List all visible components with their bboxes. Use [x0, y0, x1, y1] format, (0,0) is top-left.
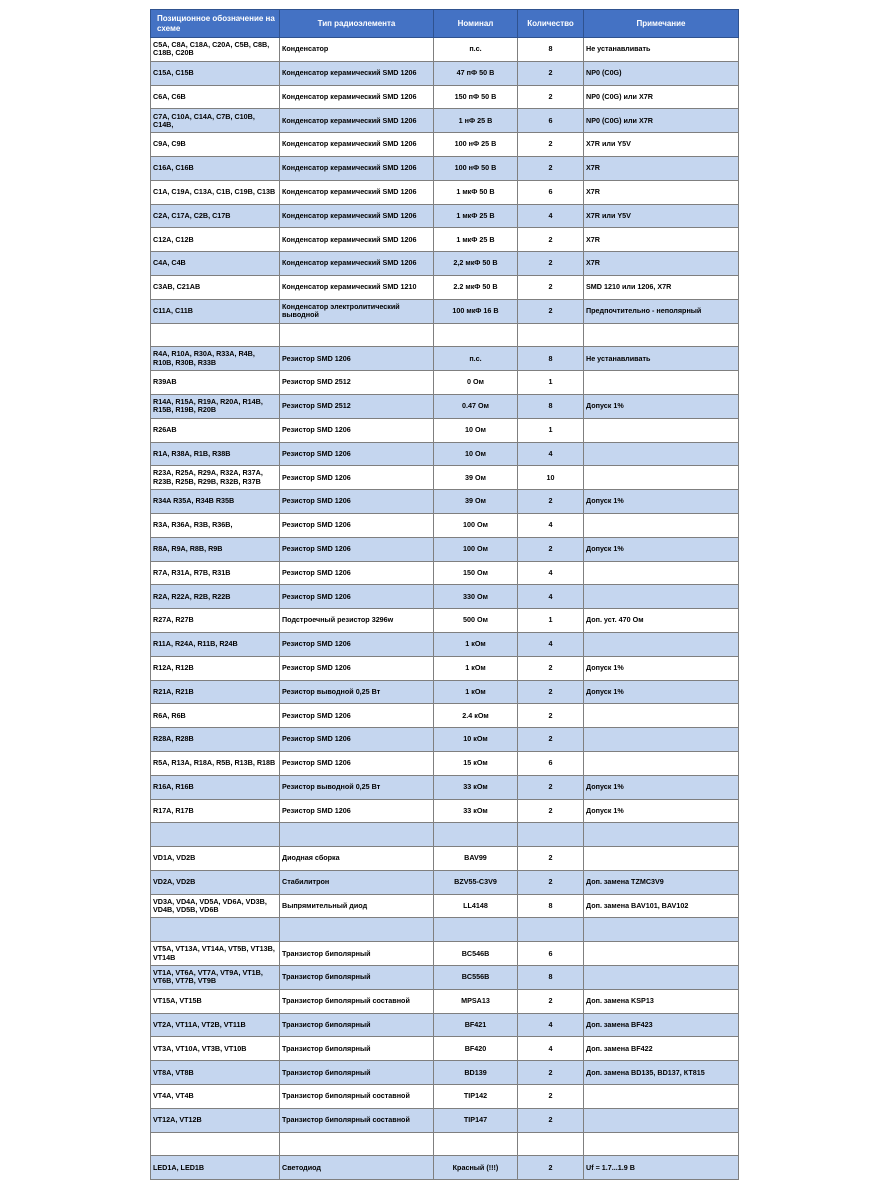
table-row: [151, 490, 739, 514]
cell-note: [584, 751, 739, 775]
cell-value: 1 мкФ 25 В: [434, 228, 518, 252]
cell-note: X7R или Y5V: [584, 204, 739, 228]
cell-quantity: 2: [518, 989, 584, 1013]
cell-quantity: 2: [518, 228, 584, 252]
cell-quantity: 2: [518, 299, 584, 323]
table-row: [151, 180, 739, 204]
cell-note: Доп. уст. 470 Ом: [584, 609, 739, 633]
cell-note: [584, 966, 739, 990]
cell-type: Резистор SMD 1206: [280, 704, 434, 728]
cell-note: [584, 418, 739, 442]
cell-position: C7A, C10A, C14A, C7B, C10B, C14B,: [151, 109, 280, 133]
table-row: [151, 252, 739, 276]
table-row: [151, 847, 739, 871]
cell-note: [584, 371, 739, 395]
cell-quantity: 2: [518, 133, 584, 157]
cell-quantity: 1: [518, 609, 584, 633]
cell-quantity: 2: [518, 775, 584, 799]
cell-value: 1 мкФ 50 В: [434, 180, 518, 204]
cell-position: C5A, C8A, C18A, C20A, C5B, C8B, C18B, C20B: [151, 38, 280, 62]
cell-position: R17A, R17B: [151, 799, 280, 823]
bom-table: [150, 9, 739, 1180]
table-row: [151, 466, 739, 490]
cell-note: [584, 728, 739, 752]
cell-quantity: 2: [518, 1085, 584, 1109]
cell-quantity: 10: [518, 466, 584, 490]
cell-value: 100 мкФ 16 В: [434, 299, 518, 323]
cell-value: BC546B: [434, 942, 518, 966]
cell-position: C9A, C9B: [151, 133, 280, 157]
cell-value: 2.4 кОм: [434, 704, 518, 728]
header-value: Номинал: [434, 10, 518, 38]
cell-type: Резистор SMD 1206: [280, 347, 434, 371]
table-row: [151, 394, 739, 418]
cell-quantity: 4: [518, 204, 584, 228]
cell-position: C16A, C16B: [151, 156, 280, 180]
cell-note: Допуск 1%: [584, 394, 739, 418]
table-row: [151, 133, 739, 157]
cell-quantity: 6: [518, 751, 584, 775]
cell-note: Uf = 1.7...1.9 В: [584, 1156, 739, 1180]
cell-value: 15 кОм: [434, 751, 518, 775]
header-row: [151, 10, 739, 38]
cell-type: Выпрямительный диод: [280, 894, 434, 918]
cell-quantity: 8: [518, 894, 584, 918]
cell-position: R34A R35A, R34B R35B: [151, 490, 280, 514]
cell-note: Допуск 1%: [584, 799, 739, 823]
table-row: [151, 1085, 739, 1109]
cell-type: [280, 323, 434, 347]
cell-value: п.с.: [434, 38, 518, 62]
cell-position: C1A, C19A, C13A, C1B, C19B, C13B: [151, 180, 280, 204]
cell-note: Доп. замена TZMC3V9: [584, 870, 739, 894]
cell-quantity: 2: [518, 156, 584, 180]
cell-position: R3A, R36A, R3B, R36B,: [151, 513, 280, 537]
cell-type: Резистор SMD 1206: [280, 561, 434, 585]
table-row: [151, 966, 739, 990]
table-row: [151, 989, 739, 1013]
cell-note: [584, 323, 739, 347]
cell-note: X7R: [584, 180, 739, 204]
cell-quantity: 2: [518, 61, 584, 85]
table-row: [151, 275, 739, 299]
table-row: [151, 632, 739, 656]
cell-value: 100 нФ 50 В: [434, 156, 518, 180]
cell-type: Резистор SMD 1206: [280, 656, 434, 680]
cell-type: Резистор выводной 0,25 Вт: [280, 775, 434, 799]
cell-value: TIP142: [434, 1085, 518, 1109]
cell-note: [584, 442, 739, 466]
cell-position: VD1A, VD2B: [151, 847, 280, 871]
cell-value: BC556B: [434, 966, 518, 990]
cell-quantity: 6: [518, 180, 584, 204]
cell-quantity: 2: [518, 275, 584, 299]
cell-note: [584, 918, 739, 942]
cell-quantity: 2: [518, 799, 584, 823]
cell-type: Транзистор биполярный: [280, 1061, 434, 1085]
cell-position: R5A, R13A, R18A, R5B, R13B, R18B: [151, 751, 280, 775]
cell-position: C6A, C6B: [151, 85, 280, 109]
cell-type: Транзистор биполярный: [280, 942, 434, 966]
cell-type: Резистор SMD 1206: [280, 537, 434, 561]
table-row: [151, 1156, 739, 1180]
cell-value: BZV55-C3V9: [434, 870, 518, 894]
table-row: [151, 728, 739, 752]
cell-quantity: 8: [518, 394, 584, 418]
cell-quantity: 4: [518, 585, 584, 609]
cell-value: 150 пФ 50 В: [434, 85, 518, 109]
cell-value: 47 пФ 50 В: [434, 61, 518, 85]
cell-position: R39AB: [151, 371, 280, 395]
cell-type: Резистор SMD 1206: [280, 418, 434, 442]
cell-type: Транзистор биполярный составной: [280, 1108, 434, 1132]
cell-quantity: 4: [518, 442, 584, 466]
table-row: [151, 1132, 739, 1156]
cell-quantity: 4: [518, 632, 584, 656]
cell-position: C15A, C15B: [151, 61, 280, 85]
cell-position: R1A, R38A, R1B, R38B: [151, 442, 280, 466]
cell-note: Допуск 1%: [584, 537, 739, 561]
cell-type: Резистор SMD 1206: [280, 490, 434, 514]
cell-note: [584, 466, 739, 490]
cell-quantity: 2: [518, 728, 584, 752]
cell-type: Резистор SMD 1206: [280, 728, 434, 752]
cell-position: [151, 918, 280, 942]
cell-quantity: [518, 1132, 584, 1156]
cell-type: Конденсатор керамический SMD 1206: [280, 252, 434, 276]
table-row: [151, 823, 739, 847]
cell-note: Доп. замена KSP13: [584, 989, 739, 1013]
cell-quantity: 2: [518, 490, 584, 514]
cell-type: Резистор SMD 2512: [280, 394, 434, 418]
cell-quantity: [518, 323, 584, 347]
cell-quantity: 2: [518, 252, 584, 276]
cell-value: 10 Ом: [434, 442, 518, 466]
cell-position: R26AB: [151, 418, 280, 442]
cell-note: Допуск 1%: [584, 490, 739, 514]
cell-value: 39 Ом: [434, 490, 518, 514]
cell-position: VT2A, VT11A, VT2B, VT11B: [151, 1013, 280, 1037]
cell-type: Транзистор биполярный: [280, 1013, 434, 1037]
cell-position: R2A, R22A, R2B, R22B: [151, 585, 280, 609]
cell-quantity: [518, 823, 584, 847]
table-row: [151, 585, 739, 609]
cell-type: Конденсатор керамический SMD 1206: [280, 228, 434, 252]
cell-value: [434, 823, 518, 847]
cell-type: Резистор выводной 0,25 Вт: [280, 680, 434, 704]
table-row: [151, 775, 739, 799]
cell-type: Транзистор биполярный составной: [280, 989, 434, 1013]
cell-note: Допуск 1%: [584, 680, 739, 704]
cell-note: [584, 561, 739, 585]
cell-quantity: 1: [518, 371, 584, 395]
cell-value: 2,2 мкФ 50 В: [434, 252, 518, 276]
table-row: [151, 38, 739, 62]
cell-quantity: 2: [518, 704, 584, 728]
cell-note: [584, 1132, 739, 1156]
table-row: [151, 799, 739, 823]
cell-note: Доп. замена BF423: [584, 1013, 739, 1037]
cell-note: NP0 (C0G): [584, 61, 739, 85]
table-row: [151, 1061, 739, 1085]
cell-position: R21A, R21B: [151, 680, 280, 704]
cell-note: Предпочтительно - неполярный: [584, 299, 739, 323]
table-row: [151, 1013, 739, 1037]
cell-type: Резистор SMD 1206: [280, 466, 434, 490]
cell-note: NP0 (C0G) или X7R: [584, 109, 739, 133]
cell-position: C4A, C4B: [151, 252, 280, 276]
cell-type: Конденсатор керамический SMD 1206: [280, 61, 434, 85]
cell-quantity: 2: [518, 537, 584, 561]
cell-position: R23A, R25A, R29A, R32A, R37A, R23B, R25B, R29B, R32B, R37B: [151, 466, 280, 490]
cell-value: п.с.: [434, 347, 518, 371]
cell-type: Стабилитрон: [280, 870, 434, 894]
table-row: [151, 204, 739, 228]
cell-position: VT4A, VT4B: [151, 1085, 280, 1109]
cell-value: BAV99: [434, 847, 518, 871]
cell-quantity: 8: [518, 38, 584, 62]
cell-position: R28A, R28B: [151, 728, 280, 752]
cell-value: 100 Ом: [434, 537, 518, 561]
cell-type: Резистор SMD 1206: [280, 513, 434, 537]
cell-note: [584, 942, 739, 966]
table-row: [151, 347, 739, 371]
cell-type: Транзистор биполярный: [280, 1037, 434, 1061]
cell-position: [151, 1132, 280, 1156]
cell-value: 330 Ом: [434, 585, 518, 609]
cell-value: 2.2 мкФ 50 В: [434, 275, 518, 299]
cell-value: 33 кОм: [434, 799, 518, 823]
cell-type: [280, 823, 434, 847]
cell-quantity: [518, 918, 584, 942]
cell-type: Конденсатор керамический SMD 1206: [280, 85, 434, 109]
table-row: [151, 1108, 739, 1132]
cell-position: R11A, R24A, R11B, R24B: [151, 632, 280, 656]
cell-type: Резистор SMD 1206: [280, 632, 434, 656]
cell-value: 100 нФ 25 В: [434, 133, 518, 157]
header-position: Позиционное обозначение на схеме: [151, 10, 280, 38]
table-row: [151, 228, 739, 252]
table-row: [151, 323, 739, 347]
table-row: [151, 656, 739, 680]
cell-position: R7A, R31A, R7B, R31B: [151, 561, 280, 585]
cell-type: [280, 918, 434, 942]
cell-note: [584, 1108, 739, 1132]
cell-type: Светодиод: [280, 1156, 434, 1180]
cell-note: X7R: [584, 252, 739, 276]
table-row: [151, 371, 739, 395]
cell-quantity: 6: [518, 109, 584, 133]
header-type: Тип радиоэлемента: [280, 10, 434, 38]
cell-position: C12A, C12B: [151, 228, 280, 252]
cell-note: Доп. замена BF422: [584, 1037, 739, 1061]
cell-note: [584, 823, 739, 847]
cell-note: NP0 (C0G) или X7R: [584, 85, 739, 109]
cell-quantity: 8: [518, 347, 584, 371]
cell-type: Резистор SMD 1206: [280, 799, 434, 823]
table-row: [151, 513, 739, 537]
cell-note: X7R: [584, 228, 739, 252]
table-row: [151, 85, 739, 109]
cell-position: VT3A, VT10A, VT3B, VT10B: [151, 1037, 280, 1061]
cell-value: LL4148: [434, 894, 518, 918]
cell-quantity: 4: [518, 561, 584, 585]
cell-value: 1 нФ 25 В: [434, 109, 518, 133]
cell-position: R12A, R12B: [151, 656, 280, 680]
cell-position: [151, 823, 280, 847]
header-note: Примечание: [584, 10, 739, 38]
cell-note: [584, 1085, 739, 1109]
cell-type: Резистор SMD 2512: [280, 371, 434, 395]
cell-value: BF420: [434, 1037, 518, 1061]
cell-note: [584, 585, 739, 609]
cell-type: [280, 1132, 434, 1156]
table-row: [151, 156, 739, 180]
cell-note: [584, 632, 739, 656]
table-row: [151, 299, 739, 323]
cell-value: 1 мкФ 25 В: [434, 204, 518, 228]
cell-type: Конденсатор электролитический выводной: [280, 299, 434, 323]
table-row: [151, 61, 739, 85]
table-row: [151, 442, 739, 466]
cell-type: Резистор SMD 1206: [280, 442, 434, 466]
cell-value: 1 кОм: [434, 680, 518, 704]
cell-quantity: 6: [518, 942, 584, 966]
cell-quantity: 8: [518, 966, 584, 990]
cell-position: R27A, R27B: [151, 609, 280, 633]
cell-position: R14A, R15A, R19A, R20A, R14B, R15B, R19B, R20B: [151, 394, 280, 418]
cell-note: X7R: [584, 156, 739, 180]
table-row: [151, 109, 739, 133]
cell-note: [584, 704, 739, 728]
cell-quantity: 2: [518, 1061, 584, 1085]
cell-note: X7R или Y5V: [584, 133, 739, 157]
cell-quantity: 2: [518, 85, 584, 109]
cell-value: 39 Ом: [434, 466, 518, 490]
cell-position: VT12A, VT12B: [151, 1108, 280, 1132]
cell-value: 0.47 Ом: [434, 394, 518, 418]
cell-value: 100 Ом: [434, 513, 518, 537]
cell-quantity: 2: [518, 870, 584, 894]
cell-value: BF421: [434, 1013, 518, 1037]
cell-note: Допуск 1%: [584, 656, 739, 680]
cell-quantity: 2: [518, 1156, 584, 1180]
table-body: [151, 38, 739, 1180]
cell-position: C2A, C17A, C2B, C17B: [151, 204, 280, 228]
table-row: [151, 704, 739, 728]
cell-position: R8A, R9A, R8B, R9B: [151, 537, 280, 561]
cell-value: 500 Ом: [434, 609, 518, 633]
cell-note: SMD 1210 или 1206, X7R: [584, 275, 739, 299]
cell-position: C11A, C11B: [151, 299, 280, 323]
cell-value: Красный (!!!): [434, 1156, 518, 1180]
cell-quantity: 2: [518, 680, 584, 704]
cell-type: Конденсатор керамический SMD 1210: [280, 275, 434, 299]
cell-position: VT8A, VT8B: [151, 1061, 280, 1085]
cell-value: TIP147: [434, 1108, 518, 1132]
cell-note: [584, 513, 739, 537]
table-row: [151, 418, 739, 442]
cell-quantity: 4: [518, 1037, 584, 1061]
cell-quantity: 1: [518, 418, 584, 442]
table-row: [151, 561, 739, 585]
cell-type: Конденсатор керамический SMD 1206: [280, 133, 434, 157]
cell-value: [434, 323, 518, 347]
table-row: [151, 894, 739, 918]
cell-type: Конденсатор керамический SMD 1206: [280, 204, 434, 228]
table-row: [151, 918, 739, 942]
cell-quantity: 2: [518, 847, 584, 871]
cell-value: 0 Ом: [434, 371, 518, 395]
cell-type: Конденсатор: [280, 38, 434, 62]
cell-type: Транзистор биполярный составной: [280, 1085, 434, 1109]
header-quantity: Количество: [518, 10, 584, 38]
cell-type: Конденсатор керамический SMD 1206: [280, 109, 434, 133]
cell-quantity: 2: [518, 1108, 584, 1132]
cell-position: C3AB, C21AB: [151, 275, 280, 299]
cell-type: Подстроечный резистор 3296w: [280, 609, 434, 633]
table-row: [151, 870, 739, 894]
cell-type: Конденсатор керамический SMD 1206: [280, 180, 434, 204]
cell-value: 33 кОм: [434, 775, 518, 799]
cell-quantity: 2: [518, 656, 584, 680]
cell-position: [151, 323, 280, 347]
cell-value: 150 Ом: [434, 561, 518, 585]
cell-type: Резистор SMD 1206: [280, 585, 434, 609]
cell-type: Диодная сборка: [280, 847, 434, 871]
cell-quantity: 4: [518, 1013, 584, 1037]
cell-position: VD2A, VD2B: [151, 870, 280, 894]
table-row: [151, 942, 739, 966]
cell-position: R6A, R6B: [151, 704, 280, 728]
table-row: [151, 680, 739, 704]
cell-value: 10 кОм: [434, 728, 518, 752]
cell-value: MPSA13: [434, 989, 518, 1013]
cell-position: LED1A, LED1B: [151, 1156, 280, 1180]
table-row: [151, 537, 739, 561]
cell-value: BD139: [434, 1061, 518, 1085]
cell-note: Доп. замена BAV101, BAV102: [584, 894, 739, 918]
cell-type: Резистор SMD 1206: [280, 751, 434, 775]
cell-note: Не устанавливать: [584, 38, 739, 62]
cell-position: VT5A, VT13A, VT14A, VT5B, VT13B, VT14B: [151, 942, 280, 966]
cell-type: Транзистор биполярный: [280, 966, 434, 990]
cell-note: Доп. замена BD135, BD137, КТ815: [584, 1061, 739, 1085]
cell-quantity: 4: [518, 513, 584, 537]
cell-note: Допуск 1%: [584, 775, 739, 799]
cell-value: [434, 918, 518, 942]
cell-value: 10 Ом: [434, 418, 518, 442]
cell-type: Конденсатор керамический SMD 1206: [280, 156, 434, 180]
table-row: [151, 1037, 739, 1061]
cell-note: Не устанавливать: [584, 347, 739, 371]
cell-value: [434, 1132, 518, 1156]
cell-note: [584, 847, 739, 871]
cell-position: R4A, R10A, R30A, R33A, R4B, R10B, R30B, R33B: [151, 347, 280, 371]
cell-value: 1 кОм: [434, 656, 518, 680]
cell-value: 1 кОм: [434, 632, 518, 656]
cell-position: R16A, R16B: [151, 775, 280, 799]
table-row: [151, 609, 739, 633]
cell-position: VT15A, VT15B: [151, 989, 280, 1013]
table-row: [151, 751, 739, 775]
cell-position: VT1A, VT6A, VT7A, VT9A, VT1B, VT6B, VT7B, VT9B: [151, 966, 280, 990]
cell-position: VD3A, VD4A, VD5A, VD6A, VD3B, VD4B, VD5B, VD6B: [151, 894, 280, 918]
